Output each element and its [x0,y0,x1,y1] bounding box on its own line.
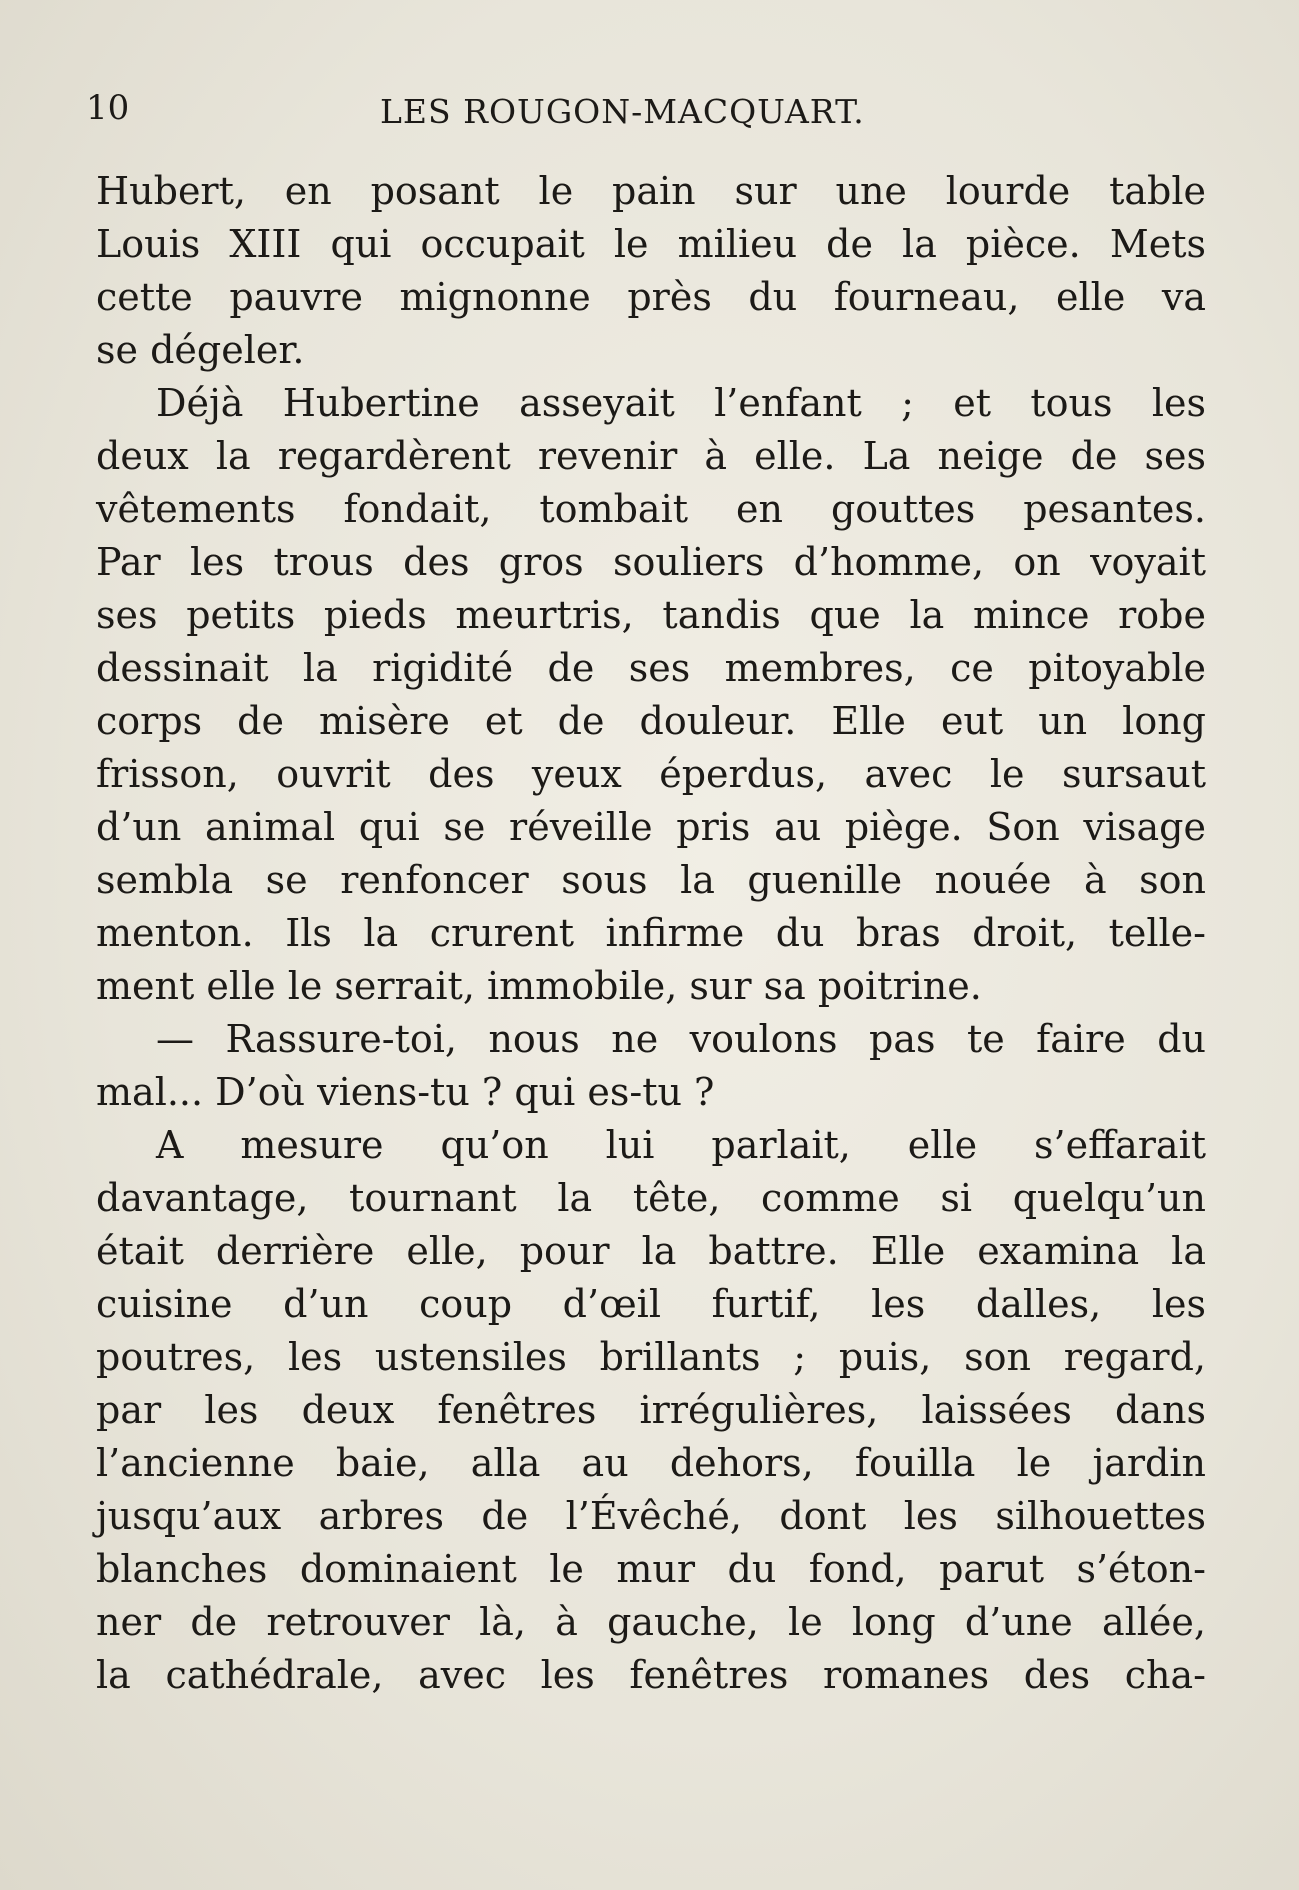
text-line: Louis XIII qui occupait le milieu de la pièce. Mets [96,222,1206,266]
text-line: Par les trous des gros souliers d’homme, on voyait [96,540,1206,584]
text-line: Hubert, en posant le pain sur une lourde table [96,169,1206,213]
text-line: cette pauvre mignonne près du fourneau, elle va [96,275,1206,319]
text-line: la cathédrale, avec les fenêtres romanes des cha- [96,1653,1206,1697]
text-line: — Rassure-toi, nous ne voulons pas te faire du [156,1017,1206,1061]
text-line: blanches dominaient le mur du fond, parut s’éton- [96,1547,1206,1591]
text-line: cuisine d’un coup d’œil furtif, les dalles, les [96,1282,1206,1326]
text-line: ner de retrouver là, à gauche, le long d’une allée, [96,1600,1206,1644]
text-line: par les deux fenêtres irrégulières, laissées dans [96,1388,1206,1432]
text-line: vêtements fondait, tombait en gouttes pesantes. [96,487,1206,531]
text-line: deux la regardèrent revenir à elle. La neige de ses [96,434,1206,478]
text-line: dessinait la rigidité de ses membres, ce pitoyable [96,646,1206,690]
text-line: corps de misère et de douleur. Elle eut un long [96,699,1206,743]
text-line: se dégeler. [96,328,305,372]
page-number: 10 [86,88,130,128]
running-head: LES ROUGON-MACQUART. [380,92,865,131]
text-line: A mesure qu’on lui parlait, elle s’effarait [156,1123,1206,1167]
text-line: mal... D’où viens-tu ? qui es-tu ? [96,1070,715,1114]
text-line: Déjà Hubertine asseyait l’enfant ; et tous les [156,381,1206,425]
text-line: sembla se renfoncer sous la guenille nouée à son [96,858,1206,902]
text-line: frisson, ouvrit des yeux éperdus, avec le sursaut [96,752,1206,796]
text-line: ment elle le serrait, immobile, sur sa poitrine. [96,964,982,1008]
text-line: poutres, les ustensiles brillants ; puis, son regard, [96,1335,1206,1379]
text-line: davantage, tournant la tête, comme si quelqu’un [96,1176,1206,1220]
text-line: d’un animal qui se réveille pris au piège. Son visage [96,805,1206,849]
text-line: était derrière elle, pour la battre. Elle examina la [96,1229,1206,1273]
text-line: jusqu’aux arbres de l’Évêché, dont les silhouettes [96,1494,1206,1538]
text-line: menton. Ils la crurent infirme du bras droit, telle- [96,911,1206,955]
text-line: ses petits pieds meurtris, tandis que la mince robe [96,593,1206,637]
text-line: l’ancienne baie, alla au dehors, fouilla le jardin [96,1441,1206,1485]
body-text [96,165,1206,1702]
